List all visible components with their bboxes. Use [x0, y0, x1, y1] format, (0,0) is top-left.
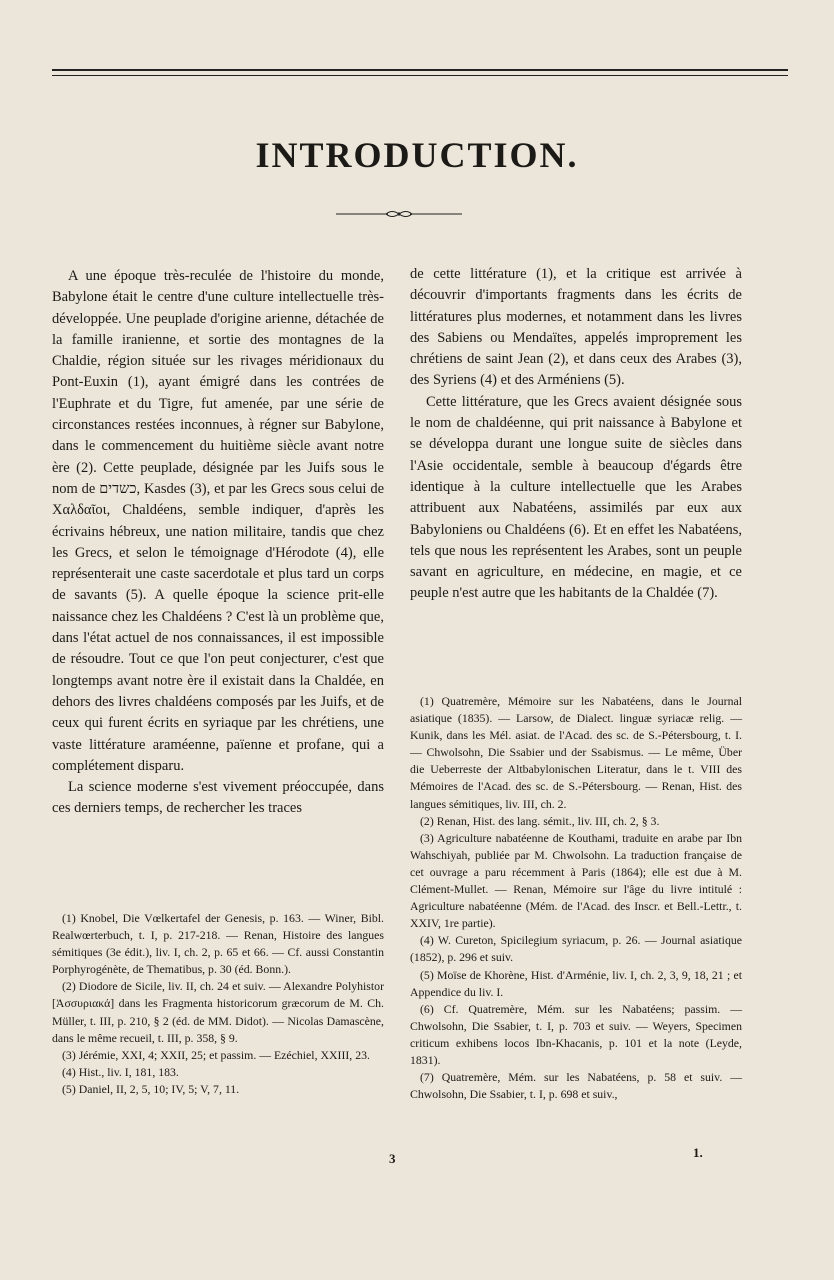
footnote: (6) Cf. Quatremère, Mém. sur les Nabatéens; passim. — Chwolsohn, Die Ssabier, t. I, p. 703 et suiv. — Weyers, Specimen criticum exhibens locos Ibn-Khacanis, p. 101 et la note (Leyde, 1831).: [410, 1001, 742, 1067]
paragraph: A une époque très-reculée de l'histoire du monde, Babylone était le centre d'une culture intellectuelle très-développée. Une peuplade d'origine arienne, détachée de la famille iranienne, et sortie des montagnes de la Chaldie, région située sur les rivages méridionaux du Pont-Euxin (1), ayant émigré dans les contrées de l'Euphrate et du Tigre, fut amenée, par une série de circonstances restées inconnues, à régner sur Babylone, dans le commencement du huitième siècle avant notre ère (2). Cette peuplade, désignée par les Juifs sous le nom de כשדים, Kasdes (3), et par les Grecs sous celui de Χαλδαῖοι, Chaldéens, semble indiquer, d'après les écrivains hébreux, une nation militaire, tandis que chez les Grecs, et selon le témoignage d'Hérodote (4), elle représenterait une caste sacerdotale et plus tard un corps de savants (5). A quelle époque la science prit-elle naissance chez les Chaldéens ? C'est là un problème que, dans l'état actuel de nos connaissances, il est impossible de résoudre. Tout ce que l'on peut conjecturer, c'est que longtemps avant notre ère il existait dans la Chaldée, en dehors des livres chaldéens composés par les Juifs, et de ceux qui furent écrits en syriaque par les chrétiens, une vaste littérature araméenne, païenne et profane, qui a complétement disparu.: [52, 268, 385, 774]
footnote: (4) W. Cureton, Spicilegium syriacum, p. 26. — Journal asiatique (1852), p. 296 et suiv.: [410, 933, 742, 965]
footnote: (1) Quatremère, Mémoire sur les Nabatéens, dans le Journal asiatique (1835). — Larsow, de Dialect. linguæ syriacæ relig. — Kunik, dans les Mél. asiat. de l'Acad. des sc. de S.-Pétersbourg, t. I. — Chwolsohn, Die Ssabier und der Ssabismus. — Le même, Über die Ueberreste der Altbabylonischen Literatur, dans le t. VIII des Mémoires de l'Acad. des sc. de S.-Pétersbourg. — Renan, Hist. des langues sémitiques, liv. III, ch. 2.: [410, 694, 742, 811]
header-rule-thin: [52, 75, 788, 76]
footnote: (5) Daniel, II, 2, 5, 10; IV, 5; V, 7, 11.: [62, 1081, 240, 1096]
left-column-body: [52, 266, 384, 820]
footnote: (1) Knobel, Die Vœlkertafel der Genesis, p. 163. — Winer, Bibl. Realwœrterbuch, t. I, p. 217-218. — Renan, Histoire des langues sémitiques (3e édit.), liv. I, ch. 2, p. 65 et 66. — Cf. aussi Constantin Porphyrogénète, de Thematibus, p. 30 (éd. Bonn.).: [52, 911, 384, 977]
footnote: (4) Hist., liv. I, 181, 183.: [62, 1064, 179, 1079]
footnote: (5) Moïse de Khorène, Hist. d'Arménie, liv. I, ch. 2, 3, 9, 18, 21 ; et Appendice du liv. I.: [410, 967, 742, 999]
left-column-footnotes: [52, 910, 384, 1098]
footnote: (3) Jérémie, XXI, 4; XXII, 25; et passim. — Ezéchiel, XXIII, 23.: [62, 1047, 370, 1062]
footnote: (2) Renan, Hist. des lang. sémit., liv. III, ch. 2, § 3.: [420, 813, 660, 828]
footnote: (3) Agriculture nabatéenne de Kouthami, traduite en arabe par Ibn Wahschiyah, publiée par M. Chwolsohn. La traduction française de cet ouvrage a paru récemment à Paris (1864); elle est due à M. Clément-Mullet. — Renan, Mémoire sur l'âge du livre intitulé : Agriculture nabatéenne (Mém. de l'Acad. des Inscr. et Bell.-Lettr., t. XXIV, 1re partie).: [410, 830, 742, 931]
right-column-footnotes: [410, 693, 742, 1103]
footnote: (7) Quatremère, Mém. sur les Nabatéens, p. 58 et suiv. — Chwolsohn, Die Ssabier, t. I, p. 698 et suiv.,: [410, 1070, 742, 1102]
footnote: (2) Diodore de Sicile, liv. II, ch. 24 et suiv. — Alexandre Polyhistor [Ἀσσυριακά] dans les Fragmenta historicorum græcorum de M. Ch. Müller, t. III, p. 210, § 2 (éd. de MM. Didot). — Nicolas Damascène, dans le même recueil, t. III, p. 358, § 9.: [52, 979, 384, 1045]
right-column-body: [410, 264, 742, 605]
signature-mark: 1.: [693, 1145, 703, 1160]
ornament-divider-icon: [336, 208, 462, 220]
page-number: 3: [389, 1151, 396, 1166]
header-rule-thick: [52, 69, 788, 71]
paragraph: de cette littérature (1), et la critique est arrivée à découvrir d'importants fragments dans les écrits de littératures plus modernes, et notamment dans les livres des Sabiens ou Mendaïtes, appelés improprement les chrétiens de saint Jean (2), et dans ceux des Arabes (3), des Syriens (4) et des Arméniens (5).: [410, 266, 742, 389]
chapter-title: INTRODUCTION.: [255, 135, 579, 175]
paragraph: Cette littérature, que les Grecs avaient désignée sous le nom de chaldéenne, qui prit naissance à Babylone et se développa durant une longue suite de siècles dans l'Asie occidentale, semble à beaucoup d'égards être identique à la culture intellectuelle que les Arabes attribuent aux Nabatéens, assimilés par eux aux Babyloniens ou Chaldéens (6). Et en effet les Nabatéens, tels que nous les représentent les Arabes, sont un peuple savant en agriculture, en médecine, en magie, et ce peuple n'est autre que les habitants de la Chaldée (7).: [410, 393, 742, 602]
paragraph: La science moderne s'est vivement préoccupée, dans ces derniers temps, de rechercher les traces: [52, 779, 384, 817]
